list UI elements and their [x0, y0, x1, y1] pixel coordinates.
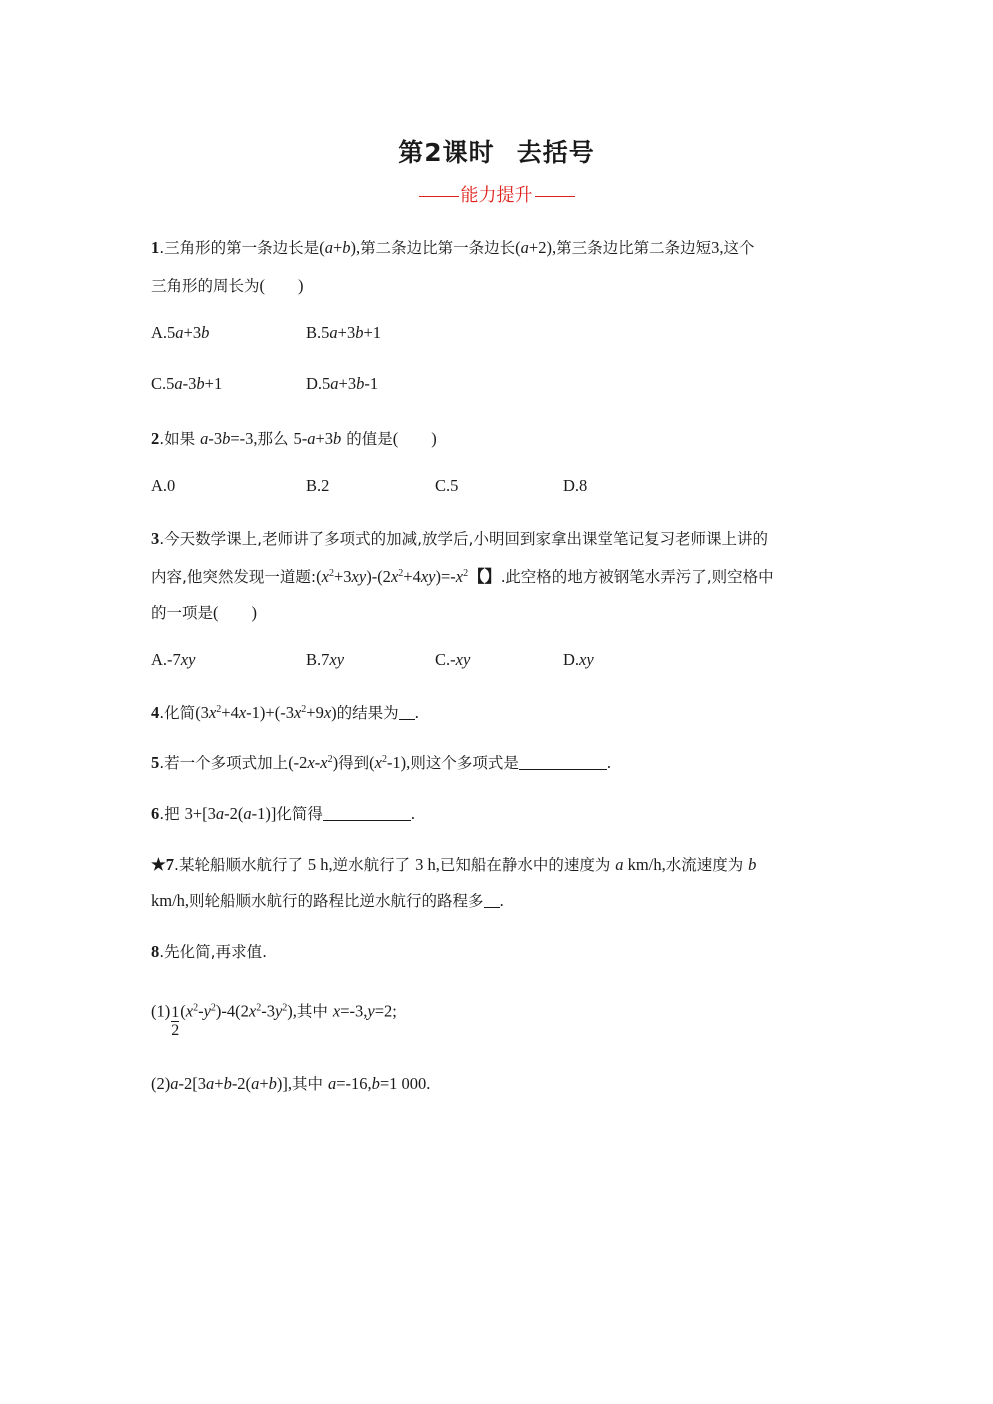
q8-part2: (2)a-2[3a+b-2(a+b)],其中 a=-16,b=1 000. [151, 1074, 431, 1093]
q3-option-b: B.7xy [306, 650, 345, 669]
lesson-topic: 去括号 [516, 138, 595, 167]
q3-line1: 3.今天数学课上,老师讲了多项式的加减,放学后,小明回到家拿出课堂笔记复习老师课上讲的 [151, 529, 768, 548]
q1-line1: 1.三角形的第一条边长是(a+b),第二条边比第一条边长(a+2),第三条边比第二条边短3,这个 [151, 238, 755, 257]
q5-text: 5.若一个多项式加上$(-2x-x^2)$得到$(x^2-1)$,则这个多项式是 . [151, 753, 611, 772]
q2-text: 2.如果 a-3b=-3,那么 5-a+3b 的值是( ) [151, 429, 437, 448]
q1-line2: 三角形的周长为( ) [151, 276, 304, 295]
q2-option-a: A.0 [151, 476, 176, 495]
q3-line3: 的一项是( ) [151, 603, 258, 622]
q1-option-b: B.5a+3b+1 [306, 323, 382, 342]
q3-line2: 内容,他突然发现一道题$:(x^2+3xy)-(2x^2+4xy)=-x^2$【】.此空格的地方被钢笔水弄污了,则空格中 [151, 567, 774, 586]
q6-text: 6.把 3+[3a-2(a-1)]化简得 . [151, 804, 416, 823]
q2-option-b: B.2 [306, 476, 330, 495]
section-subtitle [0, 181, 993, 207]
section-subtitle-text: 能力提升 [460, 185, 533, 206]
q2-option-c: C.5 [435, 476, 459, 495]
page-title [0, 133, 993, 169]
q3-option-d: D.xy [563, 650, 594, 669]
q3-option-c: C.-xy [435, 650, 471, 669]
one-half-fraction: $\frac{1}{2}$ [171, 1004, 180, 1039]
lesson-number: 第2课时 [398, 138, 495, 167]
q8-text: 8.先化简,再求值. [151, 942, 268, 961]
q2-option-d: D.8 [563, 476, 588, 495]
q1-option-c: C.5a-3b+1 [151, 374, 223, 393]
q8-part1: (1) $\frac{1}{2}$ $(x^2-y^2)-4(2x^2-3y^2)$,其中 x=-3,y=2; [151, 1001, 397, 1039]
q3-option-a: A.-7xy [151, 650, 196, 669]
q1-option-d: D.5a+3b-1 [306, 374, 379, 393]
q1-option-a: A.5a+3b [151, 323, 210, 342]
q4-text: 4.化简$(3x^2+4x-1)+(-3x^2+9x)$的结果为 . [151, 703, 419, 722]
q7-line1: ★7.某轮船顺水航行了 5 h,逆水航行了 3 h,已知船在静水中的速度为 a km/h,水流速度为 b [151, 855, 757, 874]
q7-line2: km/h,则轮船顺水航行的路程比逆水航行的路程多 . [151, 891, 504, 910]
